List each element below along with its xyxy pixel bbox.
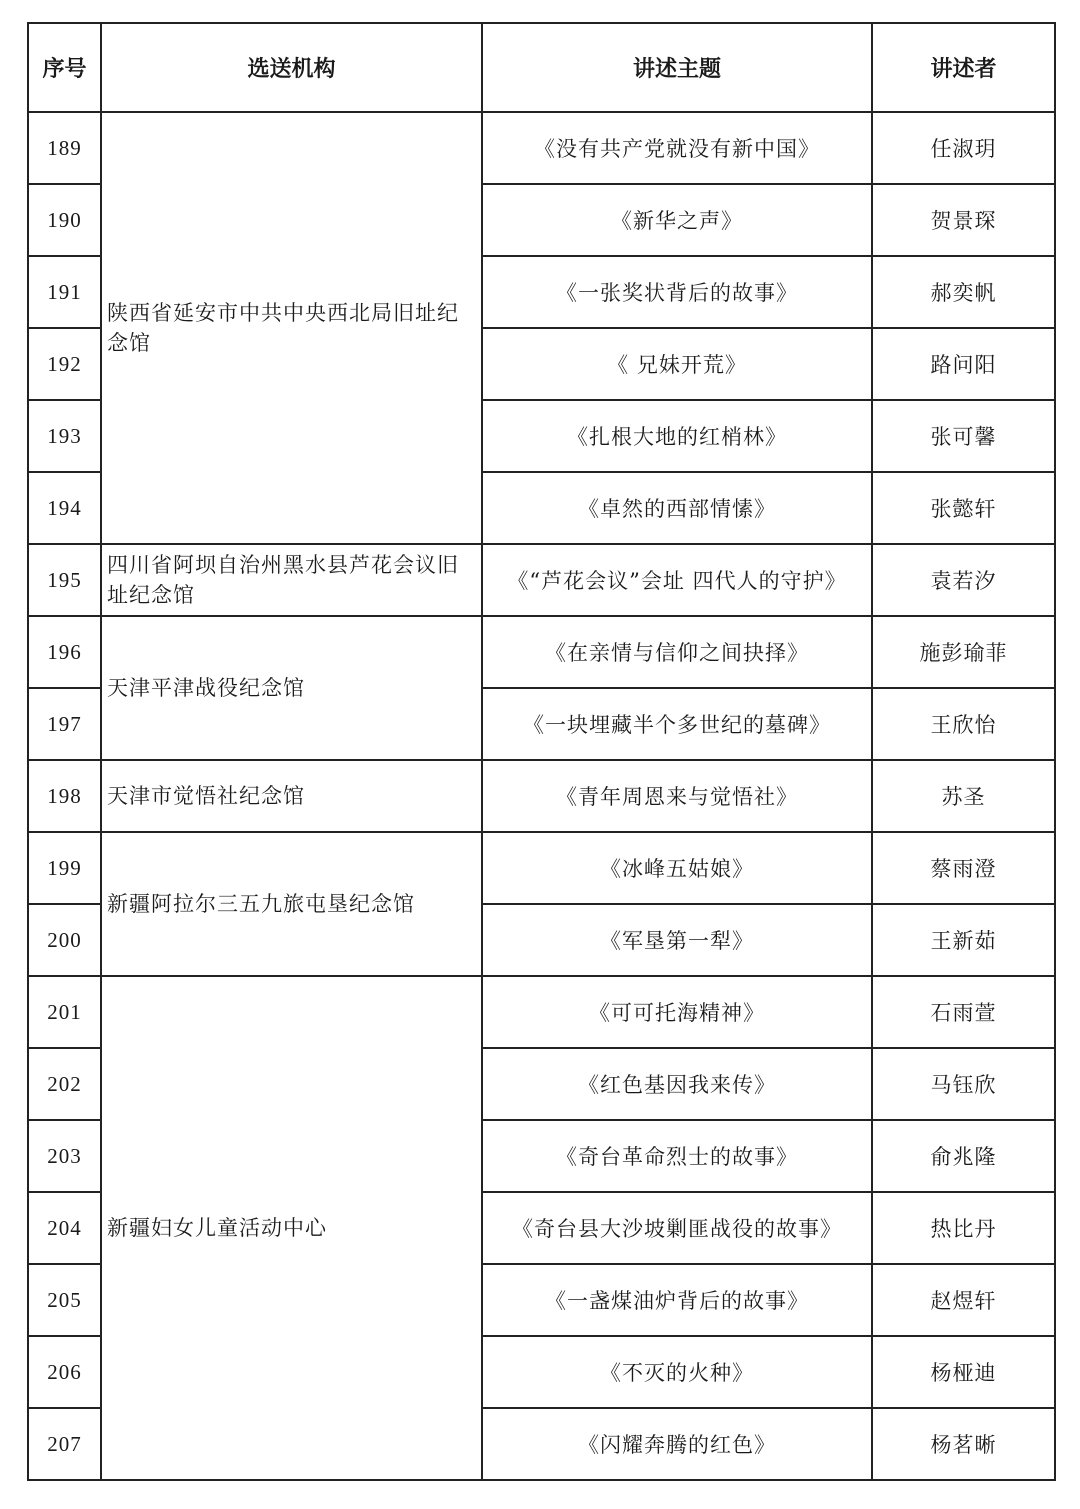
cell-no: 198 xyxy=(28,760,101,832)
cell-speaker: 张可馨 xyxy=(872,400,1055,472)
cell-speaker: 热比丹 xyxy=(872,1192,1055,1264)
cell-speaker: 蔡雨澄 xyxy=(872,832,1055,904)
cell-speaker: 郝奕帆 xyxy=(872,256,1055,328)
cell-topic: 《不灭的火种》 xyxy=(482,1336,872,1408)
cell-no: 200 xyxy=(28,904,101,976)
cell-topic: 《 兄妹开荒》 xyxy=(482,328,872,400)
cell-no: 195 xyxy=(28,544,101,616)
cell-speaker: 赵煜轩 xyxy=(872,1264,1055,1336)
table-row xyxy=(28,832,1055,904)
cell-speaker: 路问阳 xyxy=(872,328,1055,400)
cell-no: 194 xyxy=(28,472,101,544)
cell-topic: 《奇台革命烈士的故事》 xyxy=(482,1120,872,1192)
cell-org: 天津市觉悟社纪念馆 xyxy=(101,760,482,832)
table-row xyxy=(28,760,1055,832)
cell-no: 207 xyxy=(28,1408,101,1480)
header-speaker: 讲述者 xyxy=(872,23,1055,112)
cell-speaker: 杨桠迪 xyxy=(872,1336,1055,1408)
cell-no: 203 xyxy=(28,1120,101,1192)
table-row xyxy=(28,616,1055,688)
cell-topic: 《一张奖状背后的故事》 xyxy=(482,256,872,328)
cell-topic: 《红色基因我来传》 xyxy=(482,1048,872,1120)
cell-no: 193 xyxy=(28,400,101,472)
program-table xyxy=(27,22,1056,1481)
cell-speaker: 袁若汐 xyxy=(872,544,1055,616)
cell-speaker: 俞兆隆 xyxy=(872,1120,1055,1192)
cell-speaker: 马钰欣 xyxy=(872,1048,1055,1120)
cell-org: 新疆阿拉尔三五九旅屯垦纪念馆 xyxy=(101,832,482,976)
cell-no: 199 xyxy=(28,832,101,904)
cell-speaker: 石雨萱 xyxy=(872,976,1055,1048)
cell-no: 189 xyxy=(28,112,101,184)
cell-topic: 《奇台县大沙坡剿匪战役的故事》 xyxy=(482,1192,872,1264)
cell-speaker: 贺景琛 xyxy=(872,184,1055,256)
cell-speaker: 张懿轩 xyxy=(872,472,1055,544)
cell-speaker: 苏圣 xyxy=(872,760,1055,832)
cell-no: 201 xyxy=(28,976,101,1048)
cell-topic: 《闪耀奔腾的红色》 xyxy=(482,1408,872,1480)
cell-topic: 《军垦第一犁》 xyxy=(482,904,872,976)
table-row xyxy=(28,544,1055,616)
cell-topic: 《扎根大地的红梢林》 xyxy=(482,400,872,472)
cell-no: 196 xyxy=(28,616,101,688)
table-row xyxy=(28,976,1055,1048)
cell-org: 天津平津战役纪念馆 xyxy=(101,616,482,760)
cell-org: 新疆妇女儿童活动中心 xyxy=(101,976,482,1480)
cell-topic: 《在亲情与信仰之间抉择》 xyxy=(482,616,872,688)
cell-topic: 《冰峰五姑娘》 xyxy=(482,832,872,904)
cell-no: 197 xyxy=(28,688,101,760)
cell-speaker: 杨茗晰 xyxy=(872,1408,1055,1480)
header-org: 选送机构 xyxy=(101,23,482,112)
cell-speaker: 任淑玥 xyxy=(872,112,1055,184)
header-topic: 讲述主题 xyxy=(482,23,872,112)
cell-topic: 《“芦花会议”会址 四代人的守护》 xyxy=(482,544,872,616)
cell-no: 191 xyxy=(28,256,101,328)
cell-topic: 《一盏煤油炉背后的故事》 xyxy=(482,1264,872,1336)
cell-topic: 《新华之声》 xyxy=(482,184,872,256)
cell-speaker: 王欣怡 xyxy=(872,688,1055,760)
header-no: 序号 xyxy=(28,23,101,112)
cell-no: 190 xyxy=(28,184,101,256)
cell-topic: 《一块埋藏半个多世纪的墓碑》 xyxy=(482,688,872,760)
cell-topic: 《可可托海精神》 xyxy=(482,976,872,1048)
cell-speaker: 王新茹 xyxy=(872,904,1055,976)
header-row xyxy=(28,23,1055,112)
cell-no: 202 xyxy=(28,1048,101,1120)
cell-no: 206 xyxy=(28,1336,101,1408)
cell-no: 192 xyxy=(28,328,101,400)
cell-org: 陕西省延安市中共中央西北局旧址纪念馆 xyxy=(101,112,482,544)
cell-topic: 《没有共产党就没有新中国》 xyxy=(482,112,872,184)
cell-topic: 《青年周恩来与觉悟社》 xyxy=(482,760,872,832)
cell-no: 204 xyxy=(28,1192,101,1264)
table-body xyxy=(28,112,1055,1480)
cell-no: 205 xyxy=(28,1264,101,1336)
cell-speaker: 施彭瑜菲 xyxy=(872,616,1055,688)
cell-topic: 《卓然的西部情愫》 xyxy=(482,472,872,544)
cell-org: 四川省阿坝自治州黑水县芦花会议旧址纪念馆 xyxy=(101,544,482,616)
table-row xyxy=(28,112,1055,184)
